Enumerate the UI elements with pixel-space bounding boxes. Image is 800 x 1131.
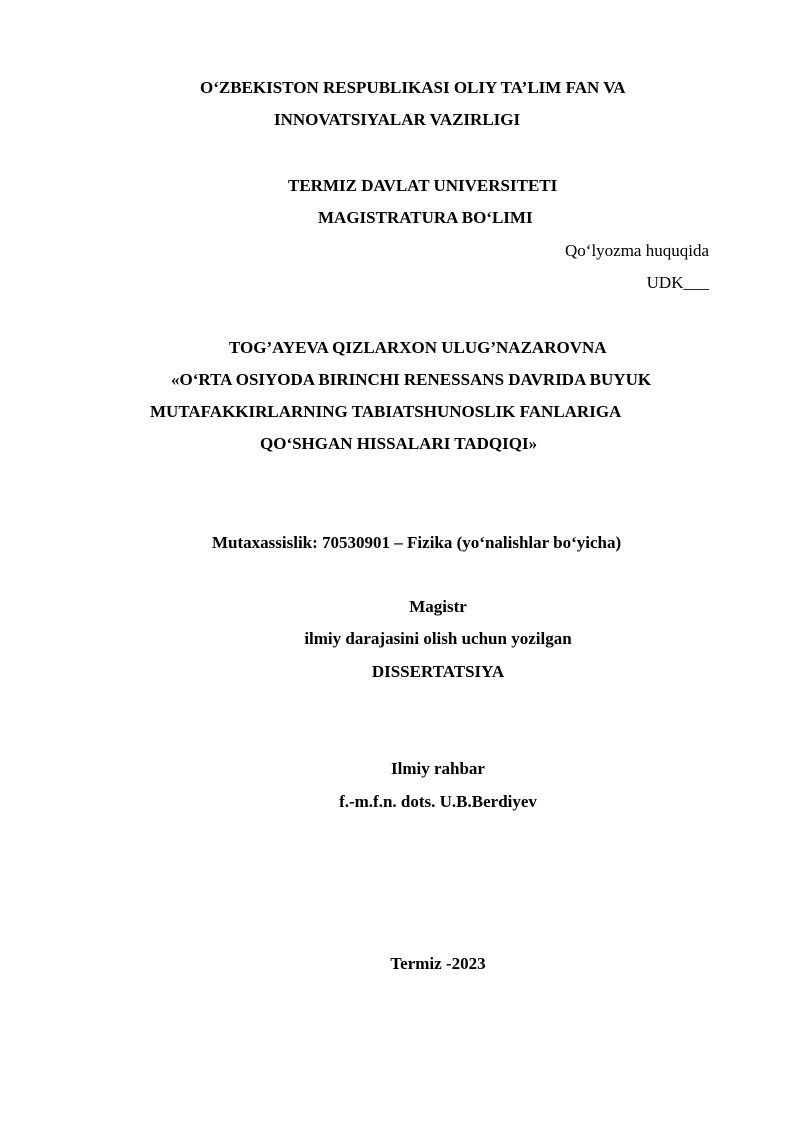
thesis-title-line-3: QO‘SHGAN HISSALARI TADQIQI» [260, 434, 538, 453]
author-name: TOG’AYEVA QIZLARXON ULUG’NAZAROVNA [229, 338, 607, 357]
degree-label: Magistr [409, 597, 467, 616]
ministry-line-1: O‘ZBEKISTON RESPUBLIKASI OLIY TA’LIM FAN VA [200, 78, 626, 97]
department-name: MAGISTRATURA BO‘LIMI [318, 208, 533, 227]
ministry-line-2: INNOVATSIYALAR VAZIRLIGI [274, 110, 521, 129]
degree-purpose: ilmiy darajasini olish uchun yozilgan [304, 629, 572, 648]
thesis-title-line-1: «O‘RTA OSIYODA BIRINCHI RENESSANS DAVRIDA BUYUK [171, 370, 652, 389]
thesis-title-line-2: MUTAFAKKIRLARNING TABIATSHUNOSLIK FANLARIGA [150, 402, 622, 421]
manuscript-rights-label: Qo‘lyozma huquqida [565, 241, 709, 260]
supervisor-label: Ilmiy rahbar [391, 759, 485, 778]
specialty-line: Mutaxassislik: 70530901 – Fizika (yo‘nalishlar bo‘yicha) [212, 533, 622, 552]
supervisor-name: f.-m.f.n. dots. U.B.Berdiyev [339, 792, 537, 811]
document-type: DISSERTATSIYA [371, 662, 505, 681]
university-name: TERMIZ DAVLAT UNIVERSITETI [288, 176, 558, 195]
udk-label: UDK___ [646, 273, 709, 292]
place-year: Termiz -2023 [390, 954, 486, 973]
